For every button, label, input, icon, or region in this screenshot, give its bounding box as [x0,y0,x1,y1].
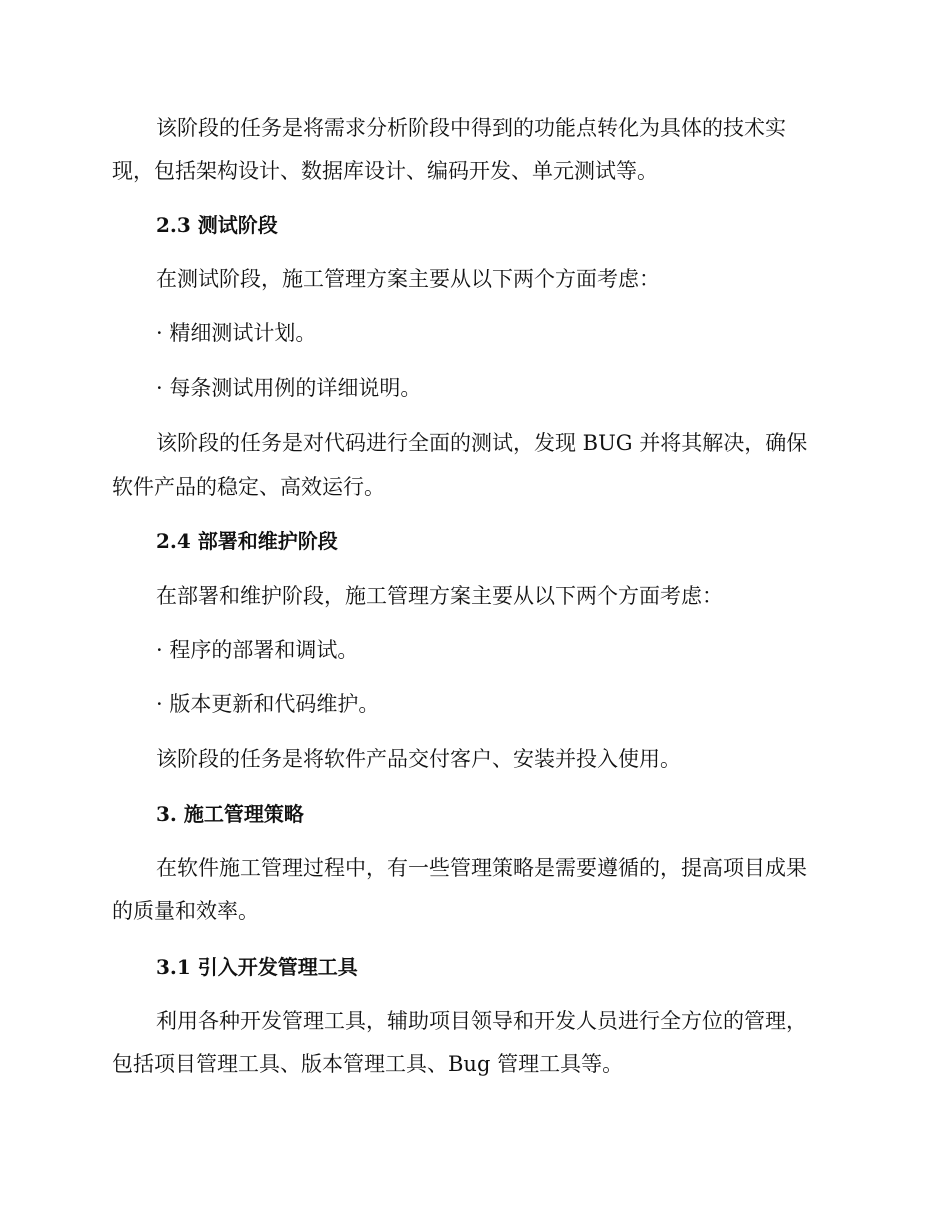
section-heading-2-3: 2.3 测试阶段 [156,213,278,237]
bullet-item: · 版本更新和代码维护。 [156,692,380,716]
paragraph-line: 在测试阶段，施工管理方案主要从以下两个方面考虑： [156,267,660,291]
paragraph-line: 的质量和效率。 [112,899,259,923]
paragraph-line: 包括项目管理工具、版本管理工具、Bug 管理工具等。 [112,1052,624,1076]
bullet-item: · 精细测试计划。 [156,321,317,345]
section-heading-2-4: 2.4 部署和维护阶段 [156,529,338,553]
bullet-item: · 程序的部署和调试。 [156,638,359,662]
paragraph-line: 该阶段的任务是将软件产品交付客户、安装并投入使用。 [156,747,681,771]
paragraph-line: 该阶段的任务是对代码进行全面的测试，发现 BUG 并将其解决，确保 [156,431,808,455]
section-heading-3: 3. 施工管理策略 [156,802,304,826]
bullet-item: · 每条测试用例的详细说明。 [156,376,422,400]
paragraph-line: 在部署和维护阶段，施工管理方案主要从以下两个方面考虑： [156,584,723,608]
section-heading-3-1: 3.1 引入开发管理工具 [156,955,358,979]
paragraph-line: 利用各种开发管理工具，辅助项目领导和开发人员进行全方位的管理， [156,1009,807,1033]
paragraph-line: 现，包括架构设计、数据库设计、编码开发、单元测试等。 [112,159,658,183]
paragraph-line: 软件产品的稳定、高效运行。 [112,475,385,499]
paragraph-line: 在软件施工管理过程中，有一些管理策略是需要遵循的，提高项目成果 [156,856,807,880]
paragraph-line: 该阶段的任务是将需求分析阶段中得到的功能点转化为具体的技术实 [156,116,786,140]
